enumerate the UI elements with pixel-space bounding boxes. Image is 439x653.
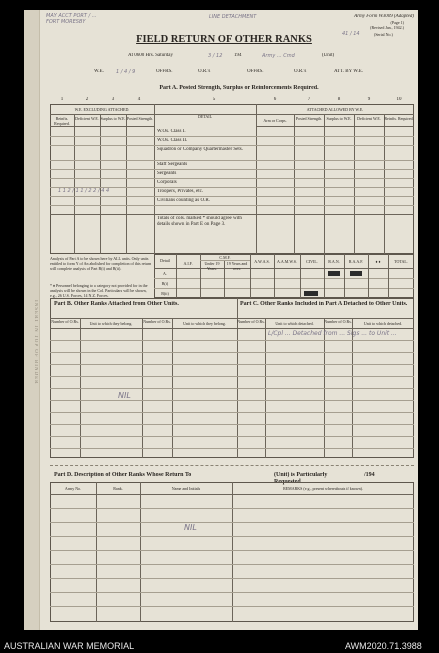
detail-row: W.Os. Class I. — [157, 129, 186, 134]
part-b-head: Number of O.Rs. — [51, 319, 79, 324]
part-c-head: Unit to which detached. — [275, 321, 314, 326]
analysis-head: R.A.A.F. — [348, 259, 364, 264]
analysis-head: ♦ ♦ — [375, 259, 381, 264]
we-label: W.E. — [94, 69, 104, 74]
col-head: Reinfts. Required. — [54, 116, 70, 126]
col-head: Reinfts. Required. — [384, 116, 414, 121]
col-number: 4 — [137, 97, 141, 102]
part-c-title: Part C. Other Ranks Included in Part A Detached to Other Units. — [240, 301, 408, 307]
part-b-head: Number of O.Rs. — [143, 319, 171, 324]
detail-row: Squadron or Company Quartermaster Sets. — [157, 147, 243, 152]
strip-text: INSERT IN TOP OF BINDER — [33, 300, 38, 385]
handwriting-we: 1 / 4 / 9 — [116, 69, 136, 75]
footer-accession: AWM2020.71.3988 — [345, 641, 422, 651]
col-number: 8 — [337, 97, 341, 102]
part-d-head: Rank. — [113, 486, 123, 491]
ors-label: O.R.'s — [198, 69, 211, 74]
serial-label: (Serial No.) — [374, 32, 393, 37]
handwriting-date: 3 / 12 — [208, 53, 223, 59]
analysis-head: 19 Years and over. — [226, 261, 248, 271]
handwriting-nil-b: NIL — [118, 391, 131, 400]
at-label: At 0600 Hrs. Saturday — [128, 53, 173, 58]
detail-row: Troopers, Privates, etc. — [157, 189, 204, 194]
part-c-head: Number of O.Rs. — [324, 319, 352, 324]
offrs-label: OFFRS. — [156, 69, 173, 74]
archive-footer — [0, 640, 439, 653]
col-head: Posted Strength. — [126, 116, 154, 121]
year-label: 194 — [234, 53, 242, 58]
col-number: 10 — [396, 97, 402, 102]
handwriting-rows: 1 1 2 / 1 1 / 2 2 / 4 4 — [58, 188, 110, 194]
cmf-label: C.M.F. — [219, 255, 231, 260]
analysis-head: TOTAL. — [394, 259, 408, 264]
part-d-head: Name and Initials — [171, 486, 201, 491]
analysis-head: Under 19 Years. — [204, 261, 220, 271]
detail-row: Civilians counting as O.R. — [157, 198, 210, 203]
handwriting-unit: Army ... Cmd — [262, 53, 295, 59]
col-head: Deficient W.E. — [357, 116, 381, 121]
col-head: Posted Strength. — [295, 116, 323, 121]
detail-row-totals: Totals of cols. marked * should agree with details shown in Part E on Page 3. — [157, 216, 242, 227]
binding-strip — [24, 10, 40, 630]
col-number: 7 — [307, 97, 311, 102]
unit-label: (Unit) — [322, 53, 335, 58]
att-label: ATT. BY W.E. — [334, 69, 364, 74]
detail-row: Sergeants — [157, 171, 177, 176]
detail-row: Corporals — [157, 180, 177, 185]
part-d-title: Part D. Description of Other Ranks Whose Return To — [54, 472, 192, 478]
part-d-head: Army No. — [64, 486, 82, 491]
handwriting-nil-d: NIL — [184, 523, 197, 532]
analysis-row-label: B(i) — [161, 281, 169, 286]
part-c-head: Unit to which detached. — [363, 321, 403, 326]
analysis-head: CIVIL. — [306, 259, 318, 264]
footer-institution: AUSTRALIAN WAR MEMORIAL — [4, 641, 135, 651]
form-number: Army Form W3009 (Adapted) — [354, 14, 414, 19]
col-number: 1 — [60, 97, 64, 102]
handwriting-part-c: L/Cpl ... Detached from ... Sigs ... to Unit ... — [268, 330, 397, 337]
col-number: 5 — [212, 97, 216, 102]
analysis-head: A.A.M.W.S. — [277, 259, 297, 264]
analysis-head: A.W.A.S. — [254, 259, 270, 264]
detail-row: Staff Sergeants — [157, 162, 188, 167]
offrs2-label: OFFRS. — [247, 69, 264, 74]
analysis-head: Detail — [160, 258, 170, 263]
part-b-title: Part B. Other Ranks Attached from Other Units. — [54, 301, 179, 307]
col-number: 9 — [367, 97, 371, 102]
analysis-row-label: A. — [163, 271, 167, 276]
part-b-head: Unit to which they belong. — [89, 321, 133, 326]
part-d-head: REMARKS (e.g., present whereabouts if known). — [283, 486, 363, 491]
detail-header: DETAIL — [197, 114, 213, 119]
handwriting-top-left: MAY ACCT PORT / ... FORT MORESBY — [46, 13, 97, 25]
analysis-head: A.I.F. — [183, 261, 193, 266]
part-c-head: Number of O.Rs. — [237, 319, 265, 324]
attached-header: ATTACHED ALLOWED BY W.E. — [306, 107, 364, 112]
analysis-row-label: B(ii) — [161, 291, 169, 296]
col-head: Deficient W.E. — [75, 116, 99, 121]
ors2-label: O.R.'s — [294, 69, 307, 74]
part-a-title: Part A. Posted Strength, Surplus or Reinforcements Required. — [159, 85, 319, 91]
handwriting-serial: 41 / 14 — [342, 31, 360, 37]
part-d-title-unit: (Unit) is Particularly Requested. — [274, 472, 328, 485]
col-number: 6 — [273, 97, 277, 102]
detail-row: W.Os. Class II. — [157, 138, 188, 143]
we-excl-header: W.E. EXCLUDING ATTACHED. — [74, 107, 130, 112]
redaction-mark — [304, 291, 318, 296]
redaction-mark — [350, 271, 362, 276]
col-number: 2 — [85, 97, 89, 102]
part-b-head: Unit to which they belong. — [183, 321, 226, 326]
analysis-note: Analysis of Part A to be shown here by ALL units. Only units entitled to form Y of An abolished for completion of this return will complete analysis of Part B(i) and B(ii). — [50, 256, 152, 271]
form-sheet — [24, 10, 418, 630]
analysis-note-2: * ♦ Personnel belonging to a category not provided for in the analysis will be shown in the Col. Particulars will be shown, e.g., 26 U.S. Forces, 14 N.Z. Forces. — [50, 283, 148, 298]
form-page: (Page 1) — [390, 20, 404, 25]
col-number: 3 — [111, 97, 115, 102]
form-title: FIELD RETURN OF OTHER RANKS — [136, 34, 312, 45]
col-head: Arm or Corps. — [263, 118, 287, 123]
col-head: Surplus to W.E. — [100, 116, 126, 121]
form-revised: (Revised Jan., 1942.) — [370, 25, 404, 30]
analysis-head: R.A.N. — [328, 259, 340, 264]
col-head: Surplus to W.E. — [326, 116, 352, 121]
redaction-mark — [328, 271, 340, 276]
part-d-title-year: /194 — [364, 472, 375, 478]
handwriting-top-mid: LINE DETACHMENT — [209, 14, 257, 20]
